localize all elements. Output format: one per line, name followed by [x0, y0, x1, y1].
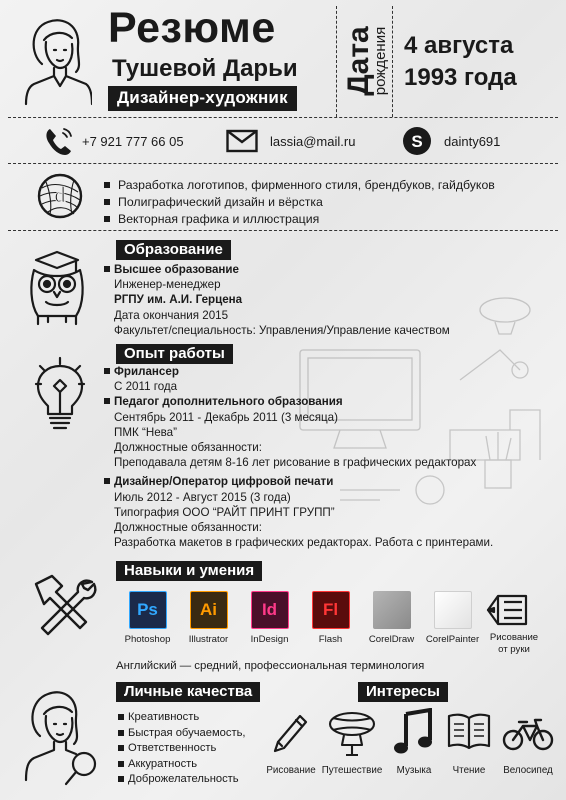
interest-label: Путешествие	[321, 765, 383, 776]
dob-label	[344, 8, 388, 114]
education-degree: Высшее образование	[104, 262, 450, 277]
list-item: С 2011 года	[114, 380, 178, 394]
interest-label: Чтение	[452, 765, 486, 776]
list-item: Аккуратность	[118, 757, 246, 773]
woman-portrait-icon	[20, 14, 92, 106]
software-label: CorelPainter	[425, 634, 480, 645]
education-details	[104, 262, 450, 338]
divider	[8, 117, 558, 118]
contact-phone	[44, 124, 184, 158]
thread-ball-logo-icon	[36, 172, 84, 220]
software-label: CorelDraw	[368, 634, 415, 645]
list-item: Креативность	[118, 710, 246, 726]
divider	[8, 230, 558, 231]
interest-item	[320, 708, 384, 776]
hand-drawing-label	[486, 632, 542, 656]
woman-magnifier-icon	[22, 688, 102, 788]
dob-value	[404, 30, 517, 94]
interest-label: Рисование	[266, 765, 316, 776]
dob-label-small: рождения	[372, 26, 389, 96]
role-badge: Дизайнер-художник	[108, 86, 297, 111]
bicycle-icon	[501, 708, 555, 758]
hand-drawing-line: Рисование	[489, 632, 539, 643]
section-header-personal: Личные качества	[116, 682, 260, 702]
flash-icon: Fl	[312, 591, 350, 629]
software-tile	[239, 591, 300, 645]
coreldraw-icon	[373, 591, 411, 629]
section-header-experience: Опыт работы	[116, 344, 233, 364]
dob-label-big: Дата	[342, 26, 375, 96]
list-item: Разработка логотипов, фирменного стиля, брендбуков, гайдбуков	[104, 177, 495, 194]
software-label: InDesign	[250, 634, 289, 645]
interest-label: Велосипед	[503, 765, 553, 776]
corelpainter-icon	[434, 591, 472, 629]
list-item: Преподавала детям 8-16 лет рисование в графических редакторах	[114, 456, 477, 470]
interest-label: Музыка	[396, 765, 432, 776]
divider	[336, 6, 337, 117]
tools-icon	[30, 572, 102, 638]
open-book-icon	[445, 708, 493, 758]
pencil-drawing-icon	[484, 588, 530, 632]
list-item: ПМК “Нева”	[114, 425, 177, 439]
email-address[interactable]: lassia@mail.ru	[270, 133, 356, 149]
resume-subtitle: Тушевой Дарьи	[112, 55, 298, 82]
phone-icon	[44, 125, 74, 157]
software-label: Flash	[318, 634, 343, 645]
section-header-education: Образование	[116, 240, 231, 260]
indesign-icon: Id	[251, 591, 289, 629]
list-item: Инженер-менеджер	[114, 278, 221, 292]
hand-drawing-line: от руки	[498, 644, 530, 655]
resume-title: Резюме	[108, 4, 276, 52]
list-item: Факультет/специальность: Управления/Управление качеством	[114, 323, 450, 337]
contact-email	[226, 124, 355, 158]
svg-text:d: d	[54, 182, 66, 207]
specialties-list	[104, 177, 495, 228]
list-item: Быстрая обучаемость,	[118, 726, 246, 742]
software-label: Photoshop	[124, 634, 171, 645]
list-item: Разработка макетов в графических редакторах. Работа с принтерами.	[114, 536, 494, 550]
software-tile	[300, 591, 361, 645]
software-tile	[361, 591, 422, 645]
list-item: Полиграфический дизайн и вёрстка	[104, 194, 495, 211]
dob-line-2: 1993 года	[404, 64, 517, 91]
job-title: Фрилансер	[104, 364, 493, 379]
list-item: Должностные обязанности:	[114, 441, 262, 455]
airship-icon	[325, 708, 379, 758]
illustrator-icon: Ai	[190, 591, 228, 629]
photoshop-icon: Ps	[129, 591, 167, 629]
interest-item	[440, 708, 498, 776]
section-header-skills: Навыки и умения	[116, 561, 262, 581]
software-label: Illustrator	[188, 634, 229, 645]
skype-login[interactable]: dainty691	[444, 133, 501, 149]
phone-number[interactable]: +7 921 777 66 05	[82, 133, 184, 149]
divider	[392, 6, 393, 117]
interest-item	[496, 708, 560, 776]
envelope-icon	[226, 129, 258, 153]
dob-line-1: 4 августа	[404, 32, 514, 59]
job-title: Педагог дополнительного образования	[104, 394, 493, 409]
interest-item	[388, 708, 440, 776]
software-tile	[422, 591, 483, 645]
experience-details	[104, 364, 493, 550]
list-item: Ответственность	[118, 741, 246, 757]
svg-text:S: S	[411, 132, 423, 151]
lightbulb-icon	[34, 354, 86, 434]
skype-icon	[402, 126, 432, 156]
pencil-icon	[270, 708, 312, 758]
list-item: Сентябрь 2011 - Декабрь 2011 (3 месяца)	[114, 410, 338, 424]
divider	[8, 163, 558, 164]
music-note-icon	[392, 708, 436, 758]
software-tile	[178, 591, 239, 645]
contact-skype	[402, 124, 500, 158]
personal-qualities-list	[118, 710, 246, 788]
list-item: Типография ООО “РАЙТ ПРИНТ ГРУПП”	[114, 505, 335, 519]
software-skills	[117, 591, 483, 645]
section-header-interests: Интересы	[358, 682, 448, 702]
list-item: Июль 2012 - Август 2015 (3 года)	[114, 490, 291, 504]
interest-item	[262, 708, 320, 776]
owl-graduate-icon	[26, 250, 88, 330]
list-item: Должностные обязанности:	[114, 521, 262, 535]
job-title: Дизайнер/Оператор цифровой печати	[104, 474, 493, 489]
list-item: Доброжелательность	[118, 772, 246, 788]
list-item: РГПУ им. А.И. Герцена	[114, 293, 243, 307]
software-tile	[117, 591, 178, 645]
english-level: Английский — средний, профессиональная терминология	[116, 660, 425, 672]
list-item: Векторная графика и иллюстрация	[104, 211, 495, 228]
list-item: Дата окончания 2015	[114, 308, 229, 322]
